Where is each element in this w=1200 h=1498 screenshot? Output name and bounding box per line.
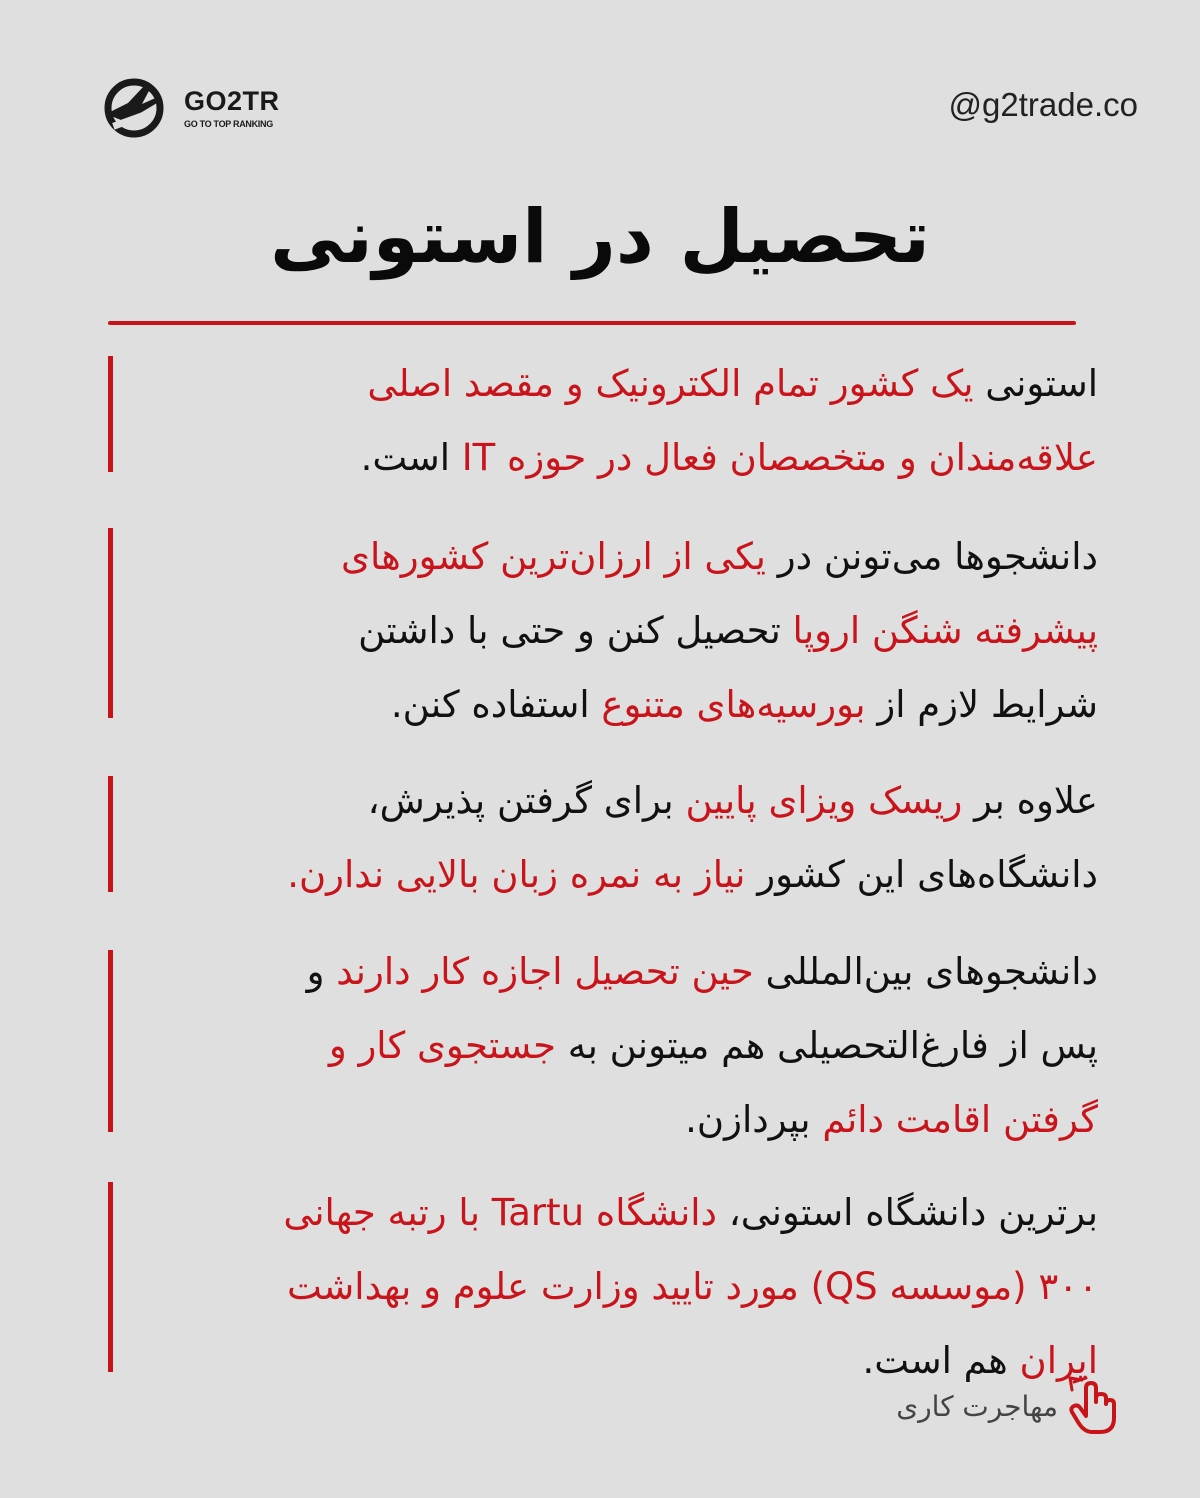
paragraph-3	[108, 776, 1098, 896]
paragraph-line: دانشجوهای بین‌المللی حین تحصیل اجازه کار دارند و	[306, 950, 1098, 993]
paragraph-accent-bar	[108, 776, 113, 892]
paragraph-line: گرفتن اقامت دائم بپردازن.	[685, 1098, 1098, 1141]
footer-tag	[820, 1374, 1120, 1438]
hand-pointer-icon	[1066, 1374, 1120, 1438]
plane-globe-icon	[104, 70, 166, 142]
paragraph-4	[108, 950, 1098, 1141]
social-handle: @g2trade.co	[948, 86, 1138, 123]
paragraph-1	[108, 356, 1098, 479]
brand-logo	[104, 70, 304, 145]
paragraph-accent-bar	[108, 356, 113, 472]
paragraph-line: برترین دانشگاه استونی، دانشگاه Tartu با رتبه جهانی	[283, 1191, 1098, 1234]
paragraph-line: دانشگاه‌های این کشور نیاز به نمره زبان بالایی ندارن.	[287, 853, 1098, 896]
brand-name: GO2TR	[184, 86, 280, 116]
paragraph-5	[108, 1182, 1098, 1382]
footer-label: مهاجرت کاری	[896, 1390, 1058, 1423]
paragraph-line: پیشرفته شنگن اروپا تحصیل کنن و حتی با داشتن	[358, 609, 1098, 652]
brand-tagline: GO TO TOP RANKING	[184, 119, 273, 129]
page-title: تحصیل در استونی	[270, 194, 930, 280]
paragraph-line: علاقه‌مندان و متخصصان فعال در حوزه IT است.	[360, 436, 1098, 479]
paragraph-line: ایران هم است.	[862, 1339, 1098, 1382]
paragraph-line: علاوه بر ریسک ویزای پایین برای گرفتن پذیرش،	[367, 779, 1098, 822]
title-divider	[108, 321, 1076, 325]
paragraph-line: شرایط لازم از بورسیه‌های متنوع استفاده کنن.	[390, 683, 1098, 726]
paragraph-line: ۳۰۰ (موسسه QS) مورد تایید وزارت علوم و بهداشت	[286, 1265, 1098, 1308]
paragraph-accent-bar	[108, 1182, 113, 1372]
paragraph-2	[108, 528, 1098, 726]
paragraph-line: پس از فارغ‌التحصیلی هم میتونن به جستجوی کار و	[328, 1024, 1098, 1067]
paragraph-line: استونی یک کشور تمام الکترونیک و مقصد اصلی	[367, 362, 1098, 405]
paragraph-accent-bar	[108, 528, 113, 718]
paragraph-line: دانشجوها می‌تونن در یکی از ارزان‌ترین کشورهای	[340, 535, 1098, 578]
paragraph-accent-bar	[108, 950, 113, 1132]
